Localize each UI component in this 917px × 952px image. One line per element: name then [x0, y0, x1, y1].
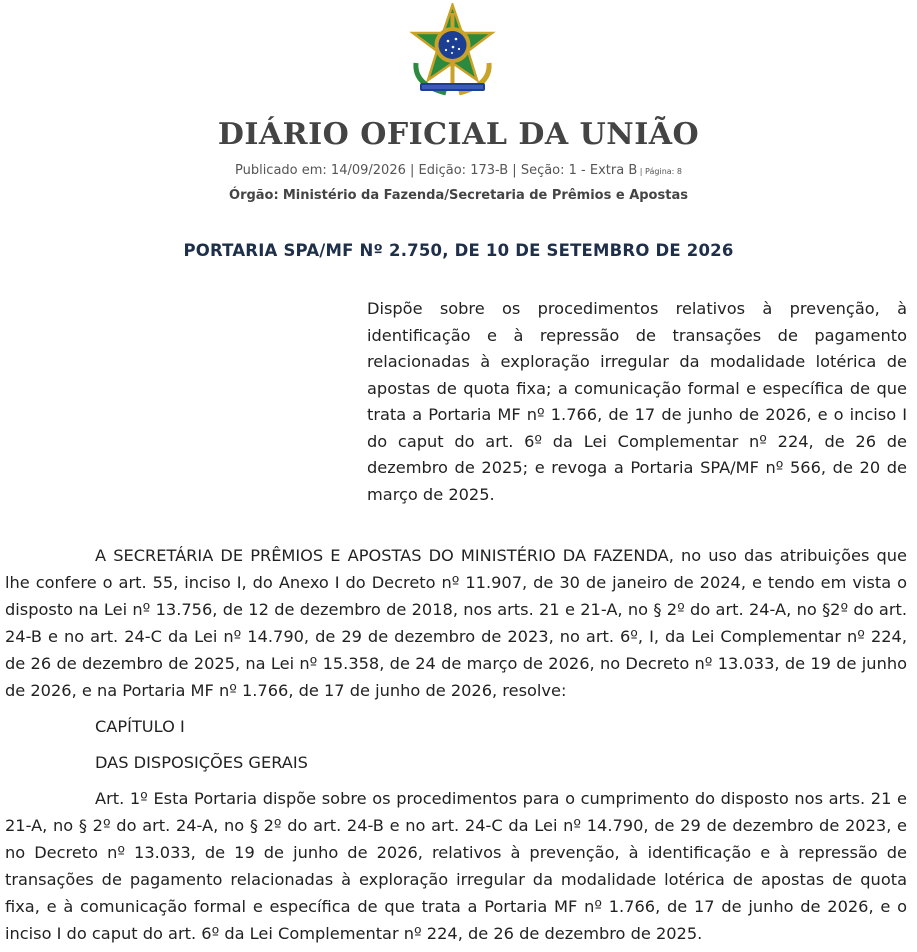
- organ-value: Ministério da Fazenda/Secretaria de Prêmios e Apostas: [282, 188, 688, 203]
- organ-line: [0, 188, 917, 203]
- chapter-number: CAPÍTULO I: [95, 717, 185, 736]
- section: Seção: 1 - Extra B: [520, 163, 638, 178]
- ementa: Dispõe sobre os procedimentos relativos à prevenção, à identificação e à repressão de transações de pagamento relacionadas à exploração irregular da modalidade lotérica de apostas de quota fixa; a comunicação formal e específica de que trata a Portaria MF nº 1.766, de 17 de junho de 2026, e o inciso I do caput do art. 6º da Lei Complementar nº 224, de 26 de dezembro de 2025; e revoga a Portaria SPA/MF nº 566, de 20 de março de 2025.: [367, 299, 907, 504]
- organ-label: Órgão:: [229, 188, 279, 203]
- article-1: Art. 1º Esta Portaria dispõe sobre os procedimentos para o cumprimento do disposto nos arts. 21 e 21-A, no § 2º do art. 24-A, no § 2º do art. 24-B e no art. 24-C da Lei nº 14.790, de 29 de dezembro de 2023, e no Decreto nº 13.033, de 19 de junho de 2026, relativos à prevenção, à identificação e à repressão de transações de pagamento relacionadas à exploração irregular da modalidade lotérica de apostas de quota fixa, e à comunicação formal e específica de que trata a Portaria MF nº 1.766, de 17 de junho de 2026, e o inciso I do caput do art. 6º da Lei Complementar nº 224, de 26 de dezembro de 2025.: [5, 789, 907, 943]
- blue-globe: [439, 31, 467, 59]
- page-number: | Página: 8: [637, 167, 682, 176]
- publication-info: [0, 163, 917, 178]
- act-title: PORTARIA SPA/MF Nº 2.750, DE 10 DE SETEMBRO DE 2026: [183, 241, 734, 260]
- coat-of-arms-emblem: [406, 3, 499, 100]
- separator: |: [405, 163, 419, 178]
- edition: Edição: 173-B: [418, 163, 509, 178]
- preamble: A SECRETÁRIA DE PRÊMIOS E APOSTAS DO MINISTÉRIO DA FAZENDA, no uso das atribuições que lhe confere o art. 55, inciso I, do Anexo I do Decreto nº 11.907, de 30 de janeiro de 2024, e tendo em vista o disposto na Lei nº 13.756, de 12 de dezembro de 2018, nos arts. 21 e 21-A, no § 2º do art. 24-A, no §2º do art. 24-B e no art. 24-C da Lei nº 14.790, de 29 de dezembro de 2023, no art. 6º, I, da Lei Complementar nº 224, de 26 de dezembro de 2025, na Lei nº 15.358, de 24 de março de 2026, no Decreto nº 13.033, de 19 de junho de 2026, e na Portaria MF nº 1.766, de 17 de junho de 2026, resolve:: [5, 546, 907, 700]
- published-date: Publicado em: 14/09/2026: [234, 163, 406, 178]
- ribbon-inner: [422, 85, 483, 89]
- masthead-title: DIÁRIO OFICIAL DA UNIÃO: [217, 117, 700, 152]
- separator: |: [508, 163, 521, 178]
- chapter-title: DAS DISPOSIÇÕES GERAIS: [95, 753, 308, 772]
- document-body: [5, 542, 907, 947]
